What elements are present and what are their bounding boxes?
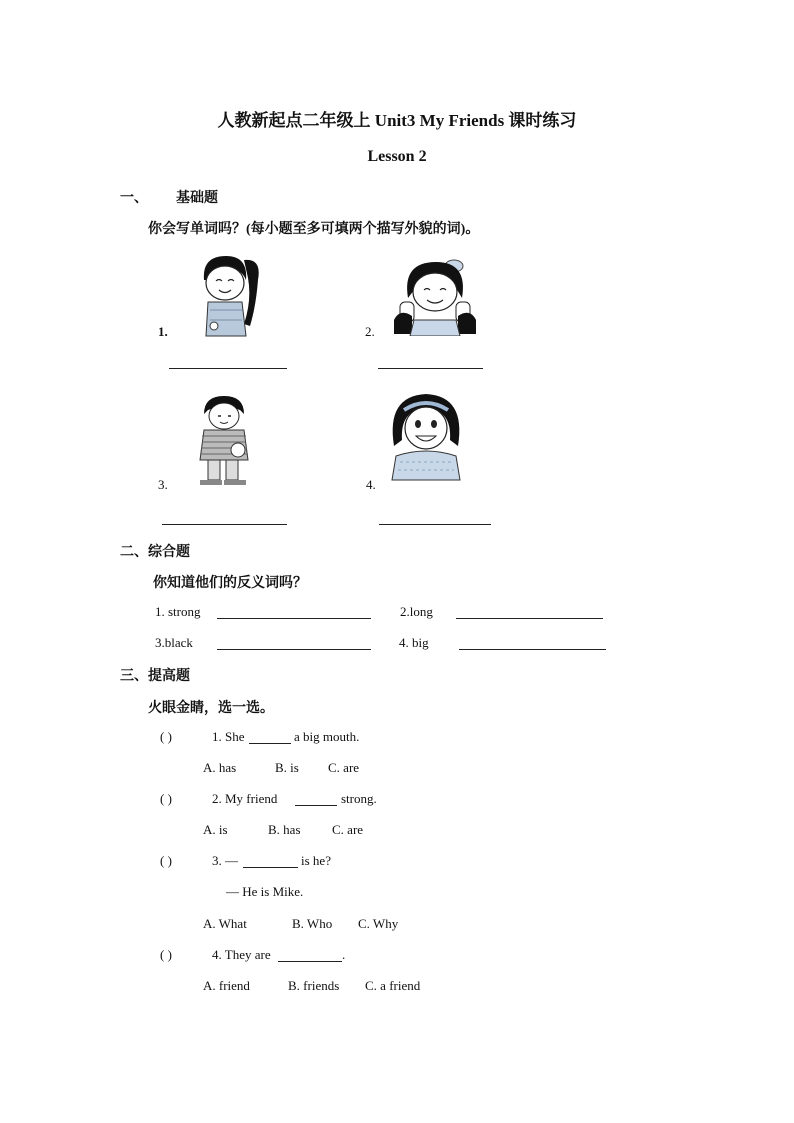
q2-answer-paren[interactable]: ( ) [160, 791, 172, 806]
item3-answer-line[interactable] [162, 524, 287, 525]
section1-heading: 基础题 [176, 191, 218, 206]
q3-option-c[interactable]: C. Why [358, 916, 399, 931]
q3-option-a[interactable]: A. What [203, 916, 247, 931]
q4-option-a[interactable]: A. friend [203, 978, 250, 993]
q2-stem-start: 2. My friend [212, 791, 278, 806]
section1-instruction: 你会写单词吗？(每小题至多可填两个描写外貌的词)。 [148, 222, 480, 237]
item2-answer-line[interactable] [378, 368, 483, 369]
q3-answer-line: — He is Mike. [226, 884, 304, 899]
antonym-item-4: 4. big [399, 635, 429, 650]
boy-striped-sweater-illustration [190, 394, 262, 486]
antonym-answer-line-2[interactable] [456, 618, 603, 619]
q2-option-b[interactable]: B. has [268, 822, 301, 837]
section2-heading: 二、综合题 [120, 545, 190, 560]
section1-number: 一、 [120, 191, 148, 206]
item1-number: 1. [158, 324, 168, 339]
q1-answer-paren[interactable]: ( ) [160, 729, 172, 744]
section3-instruction: 火眼金睛，选一选。 [148, 701, 274, 716]
antonym-item-2: 2.long [400, 604, 433, 619]
q2-option-a[interactable]: A. is [203, 822, 228, 837]
q1-stem-end: a big mouth. [294, 729, 360, 744]
girl-headband-illustration [386, 390, 466, 484]
q3-option-b[interactable]: B. Who [292, 916, 333, 931]
q4-blank [278, 961, 342, 962]
q1-stem-start: 1. She [212, 729, 245, 744]
antonym-answer-line-3[interactable] [217, 649, 371, 650]
q3-blank [243, 867, 298, 868]
q1-option-b[interactable]: B. is [275, 760, 299, 775]
girl-ponytail-illustration [186, 250, 266, 338]
q3-answer-paren[interactable]: ( ) [160, 853, 172, 868]
q2-stem-end: strong. [341, 791, 377, 806]
antonym-answer-line-4[interactable] [459, 649, 606, 650]
q4-option-c[interactable]: C. a friend [365, 978, 421, 993]
q4-stem-start: 4. They are [212, 947, 271, 962]
antonym-answer-line-1[interactable] [217, 618, 371, 619]
antonym-item-3: 3.black [155, 635, 193, 650]
girl-hands-on-cheeks-illustration [390, 254, 480, 336]
section2-instruction: 你知道他们的反义词吗？ [153, 576, 307, 591]
antonym-item-1: 1. strong [155, 604, 201, 619]
section3-heading: 三、提高题 [120, 669, 190, 684]
item3-number: 3. [158, 477, 168, 492]
q2-blank [295, 805, 337, 806]
item4-number: 4. [366, 477, 376, 492]
q3-stem-end: is he? [301, 853, 331, 868]
item4-answer-line[interactable] [379, 524, 491, 525]
q3-stem-start: 3. — [212, 853, 238, 868]
page-title: 人教新起点二年级上 Unit3 My Friends 课时练习 [217, 111, 577, 130]
item1-answer-line[interactable] [169, 368, 287, 369]
item2-number: 2. [365, 324, 375, 339]
lesson-subtitle: Lesson 2 [367, 148, 427, 165]
q2-option-c[interactable]: C. are [332, 822, 364, 837]
q1-option-a[interactable]: A. has [203, 760, 237, 775]
q1-option-c[interactable]: C. are [328, 760, 360, 775]
q4-option-b[interactable]: B. friends [288, 978, 340, 993]
q4-answer-paren[interactable]: ( ) [160, 947, 172, 962]
q1-blank [249, 743, 291, 744]
q4-stem-end: . [342, 947, 346, 962]
